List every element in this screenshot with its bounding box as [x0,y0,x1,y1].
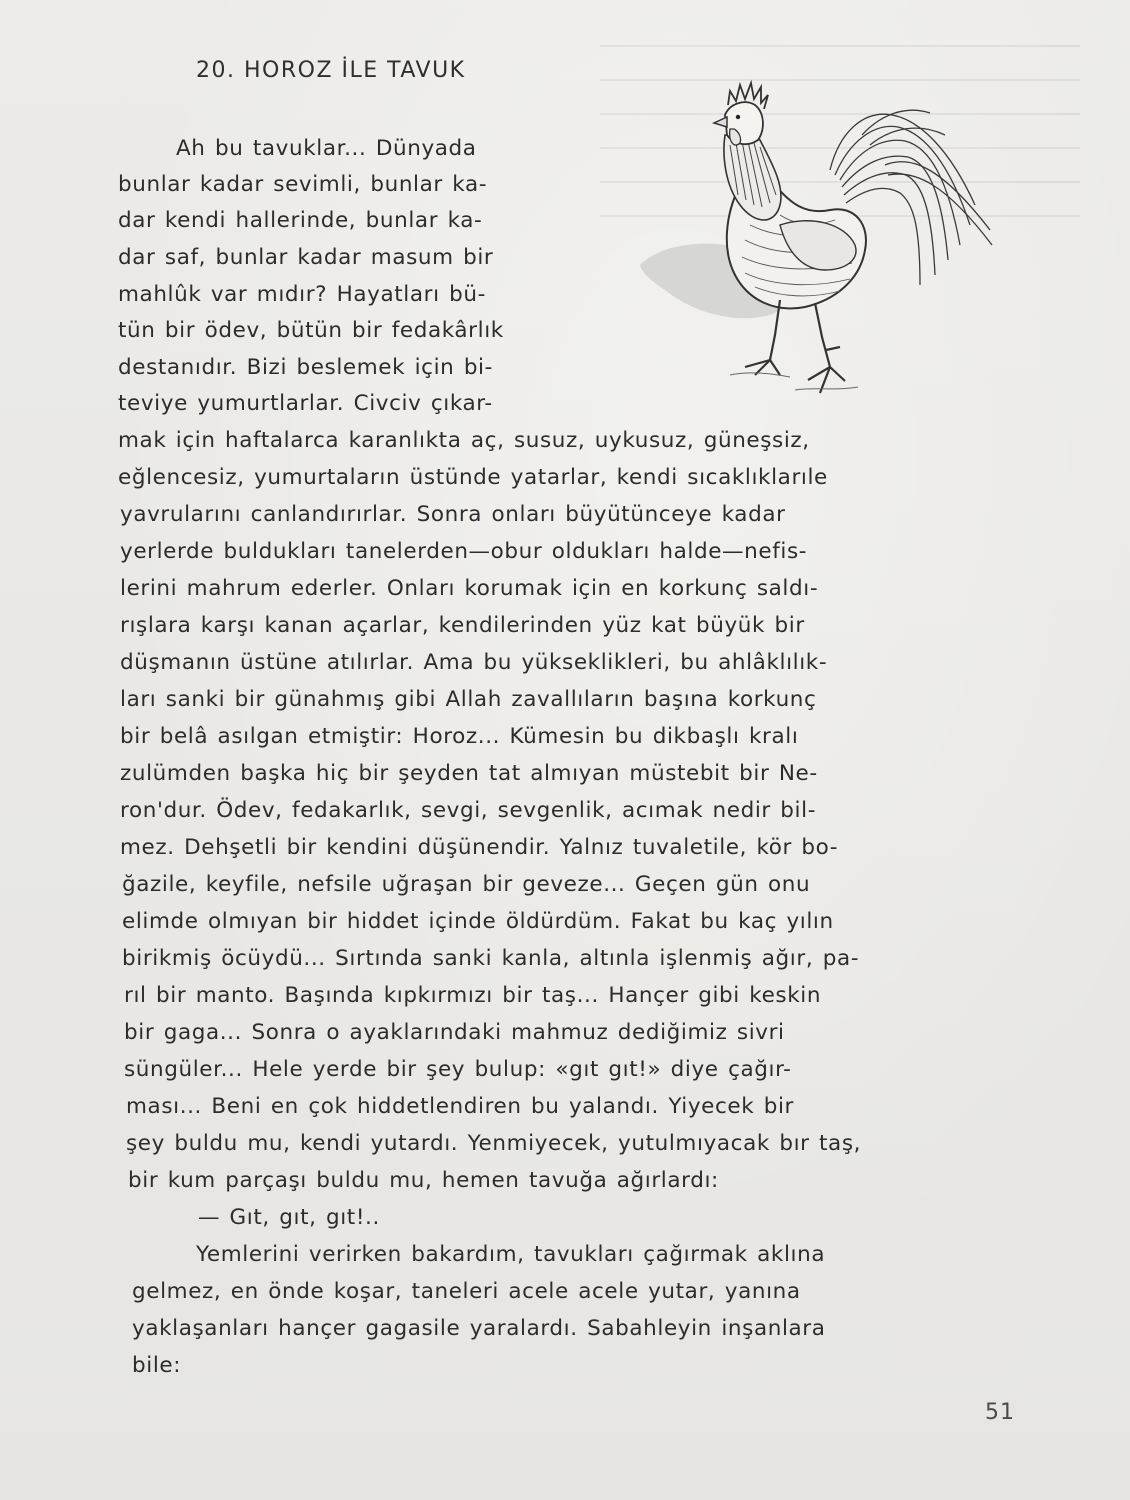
text-line: zulümden başka hiç bir şeyden tat almıyan müstebit bir Ne- [120,761,818,786]
text-line: Yemlerini verirken bakardım, tavukları çağırmak aklına [196,1242,826,1267]
text-line: birikmiş öcüydü... Sırtında sanki kanla, altınla işlenmiş ağır, pa- [122,946,860,971]
text-line: ron'dur. Ödev, fedakarlık, sevgi, sevgenlik, acımak nedir bil- [120,798,817,823]
text-line: bir belâ asılgan etmiştir: Horoz... Kümesin bu dikbaşlı kralı [120,724,799,749]
text-line: bunlar kadar sevimli, bunlar ka- [118,172,488,197]
text-line: — Gıt, gıt, gıt!.. [198,1205,380,1230]
text-line: yerlerde buldukları tanelerden—obur oldukları halde—nefis- [120,539,808,564]
page-number: 51 [985,1400,1015,1425]
text-line: lerini mahrum ederler. Onları korumak için en korkunç saldı- [120,576,819,601]
text-line: destanıdır. Bizi beslemek için bi- [118,355,493,380]
rooster-illustration [630,75,1000,405]
text-line: ması... Beni en çok hiddetlendiren bu yalandı. Yiyecek bir [126,1094,795,1119]
text-line: gelmez, en önde koşar, taneleri acele acele yutar, yanına [132,1279,801,1304]
text-line: yaklaşanları hançer gagasile yaralardı. Sabahleyin inşanlara [132,1316,826,1341]
text-line: ğazile, keyfile, nefsile uğraşan bir geveze... Geçen gün onu [122,872,811,897]
text-line: rıl bir manto. Başında kıpkırmızı bir taş... Hançer gibi keskin [124,983,822,1008]
text-line: Ah bu tavuklar... Dünyada [176,136,477,161]
text-line: mez. Dehşetli bir kendini düşünendir. Yalnız tuvaletile, kör bo- [120,835,839,860]
page-title: 20. HOROZ İLE TAVUK [196,58,466,83]
text-line: bir kum parçaşı buldu mu, hemen tavuğa ağırlardı: [128,1168,719,1193]
text-line: bir gaga... Sonra o ayaklarındaki mahmuz dediğimiz sivri [124,1020,785,1045]
text-line: şey buldu mu, kendi yutardı. Yenmiyecek, yutulmıyacak bır taş, [126,1131,862,1156]
text-line: eğlencesiz, yumurtaların üstünde yatarlar, kendi sıcaklıklarıle [118,465,828,490]
text-line: rışlara karşı kanan açarlar, kendilerinden yüz kat büyük bir [120,613,805,638]
text-line: dar saf, bunlar kadar masum bir [118,245,494,270]
text-line: mahlûk var mıdır? Hayatları bü- [118,282,486,307]
text-line: süngüler... Hele yerde bir şey bulup: «gıt gıt!» diye çağır- [124,1057,792,1082]
text-line: tün bir ödev, bütün bir fedakârlık [118,318,504,343]
text-line: dar kendi hallerinde, bunlar ka- [118,208,483,233]
text-line: yavrularını canlandırırlar. Sonra onları büyütünceye kadar [120,502,786,527]
text-line: düşmanın üstüne atılırlar. Ama bu yükseklikleri, bu ahlâklılık- [120,650,828,675]
text-line: mak için haftalarca karanlıkta aç, susuz, uykusuz, güneşsiz, [118,428,810,453]
text-line: ları sanki bir günahmış gibi Allah zavallıların başına korkunç [120,687,817,712]
text-line: elimde olmıyan bir hiddet içinde öldürdüm. Fakat bu kaç yılın [122,909,834,934]
text-line: teviye yumurtlarlar. Civciv çıkar- [118,391,493,416]
text-line: bile: [132,1353,182,1378]
